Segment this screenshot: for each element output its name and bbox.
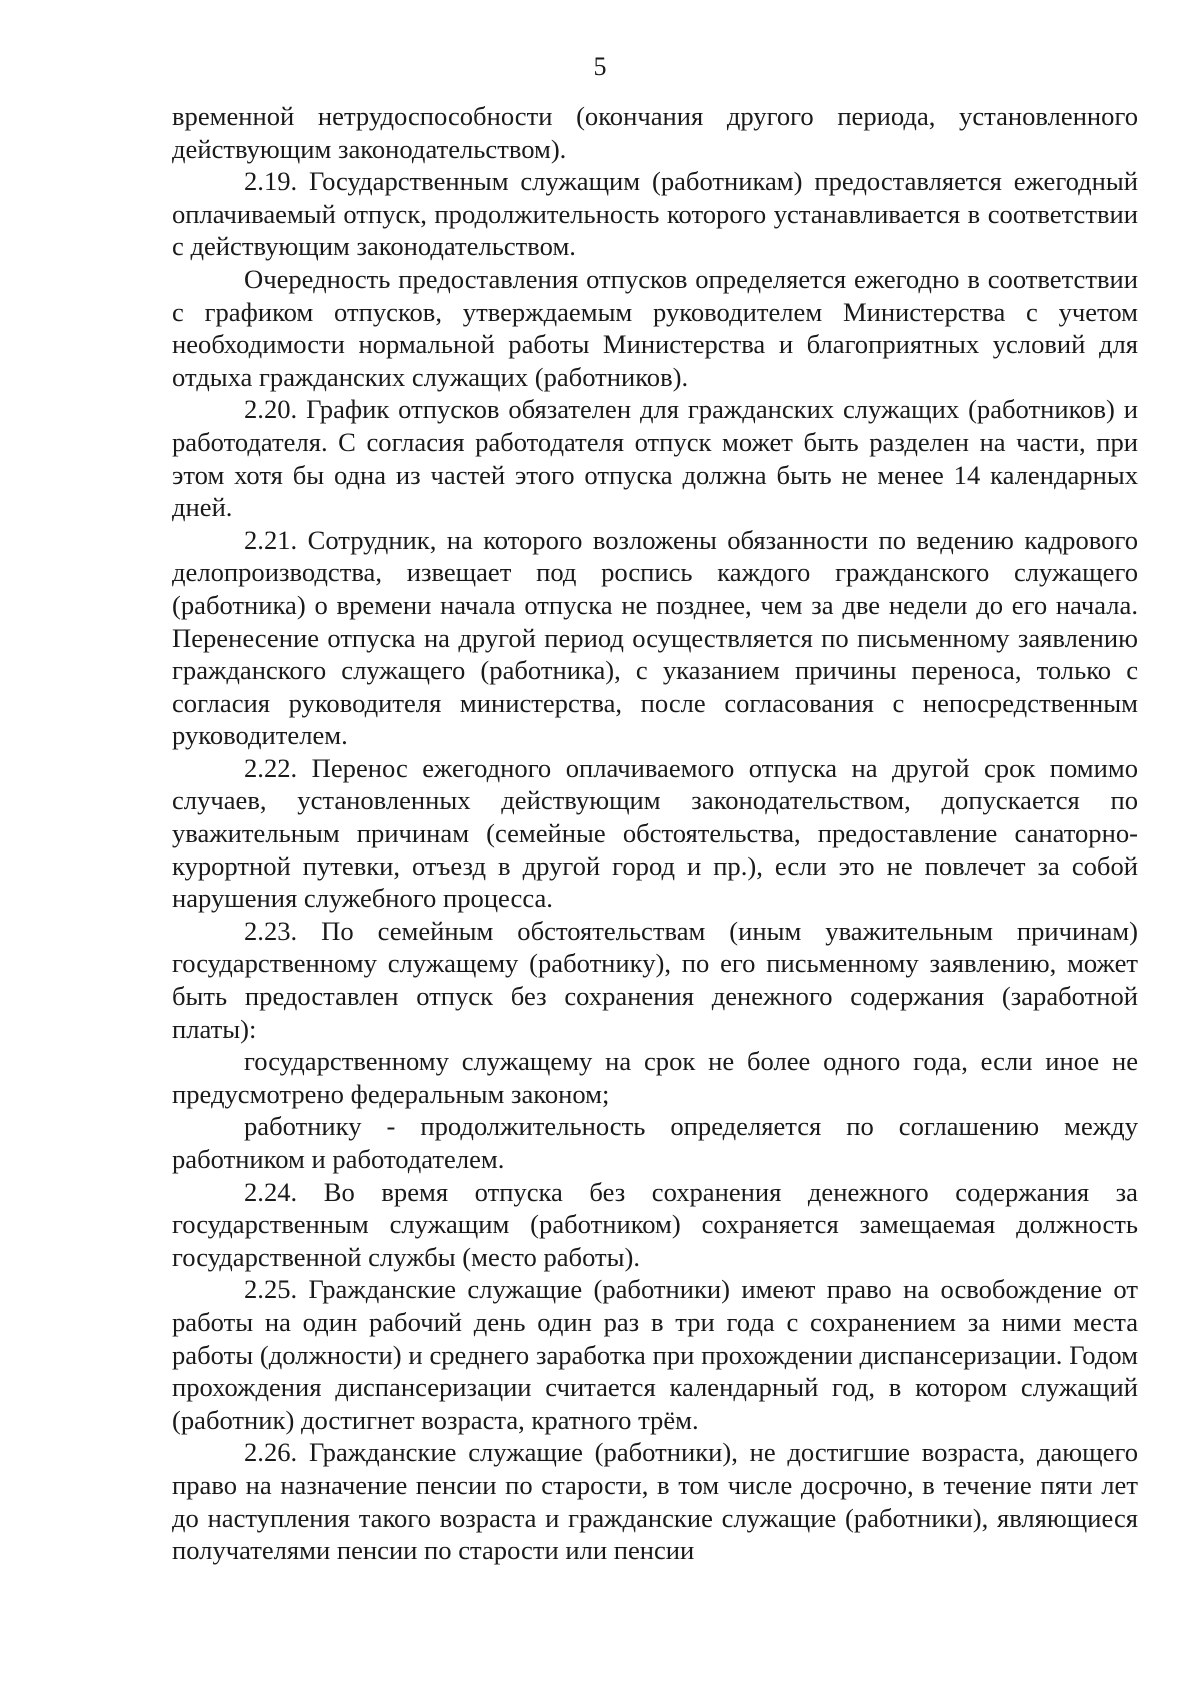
paragraph-2-23: 2.23. По семейным обстоятельствам (иным уважительным причинам) государственному служащему (работнику), по его письменному заявлению, может быть предоставлен отпуск без сохранения денежного содержания (заработной платы):: [172, 915, 1138, 1044]
paragraph-civil-servant-leave: государственному служащему на срок не более одного года, если иное не предусмотрено федеральным законом;: [172, 1046, 1138, 1109]
paragraph-2-26: 2.26. Гражданские служащие (работники), не достигшие возраста, дающего право на назначение пенсии по старости, в том числе досрочно, в течение пяти лет до наступления такого возраста и гражданские служащие (работники), являющиеся получателями пенсии по старости или пенсии: [172, 1437, 1138, 1566]
document-body: [172, 100, 1138, 1567]
paragraph-vacation-order: Очередность предоставления отпусков определяется ежегодно в соответствии с графиком отпусков, утверждаемым руководителем Министерства с учетом необходимости нормальной работы Министерства и благоприятных условий для отдыха гражданских служащих (работников).: [172, 263, 1138, 392]
paragraph-2-21: 2.21. Сотрудник, на которого возложены обязанности по ведению кадрового делопроизводства, извещает под роспись каждого гражданского служащего (работника) о времени начала отпуска не позднее, чем за две недели до его начала. Перенесение отпуска на другой период осуществляется по письменному заявлению гражданского служащего (работника), с указанием причины переноса, только с согласия руководителя министерства, после согласования с непосредственным руководителем.: [172, 524, 1138, 751]
page-number: 5: [593, 52, 607, 81]
paragraph-2-25: 2.25. Гражданские служащие (работники) имеют право на освобождение от работы на один рабочий день один раз в три года с сохранением за ними места работы (должности) и среднего заработка при прохождении диспансеризации. Годом прохождения диспансеризации считается календарный год, в котором служащий (работник) достигнет возраста, кратного трём.: [172, 1274, 1138, 1435]
paragraph-continuation: временной нетрудоспособности (окончания другого периода, установленного действующим законодательством).: [172, 101, 1138, 164]
paragraph-2-19: 2.19. Государственным служащим (работникам) предоставляется ежегодный оплачиваемый отпуск, продолжительность которого устанавливается в соответствии с действующим законодательством.: [172, 166, 1138, 262]
paragraph-employee-leave: работнику - продолжительность определяется по соглашению между работником и работодателем.: [172, 1111, 1138, 1174]
paragraph-2-20: 2.20. График отпусков обязателен для гражданских служащих (работников) и работодателя. С согласия работодателя отпуск может быть разделен на части, при этом хотя бы одна из частей этого отпуска должна быть не менее 14 календарных дней.: [172, 394, 1138, 523]
paragraph-2-24: 2.24. Во время отпуска без сохранения денежного содержания за государственным служащим (работником) сохраняется замещаемая должность государственной службы (место работы).: [172, 1176, 1138, 1272]
paragraph-2-22: 2.22. Перенос ежегодного оплачиваемого отпуска на другой срок помимо случаев, установленных действующим законодательством, допускается по уважительным причинам (семейные обстоятельства, предоставление санаторно-курортной путевки, отъезд в другой город и пр.), если это не повлечет за собой нарушения служебного процесса.: [172, 752, 1138, 914]
